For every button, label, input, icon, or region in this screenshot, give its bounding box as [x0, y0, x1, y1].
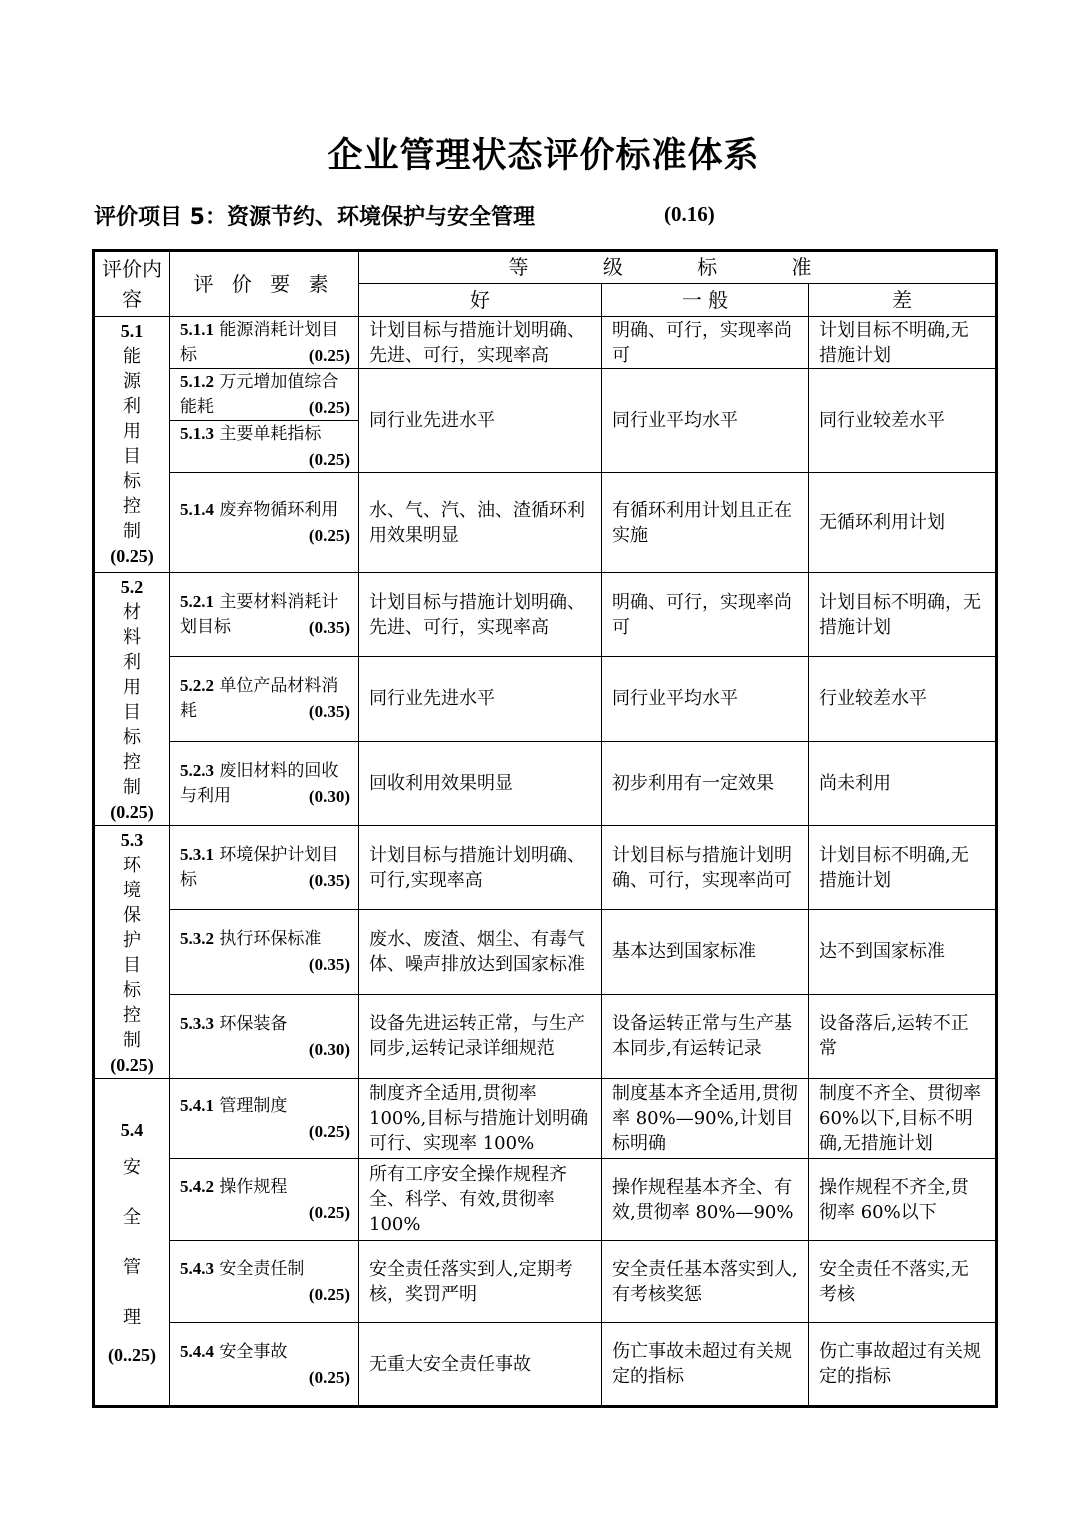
section-5-1: 5.1 能源利用目标控制 (0.25): [94, 317, 170, 573]
evaluation-item-weight: (0.16): [664, 202, 715, 226]
poor-5-4-1: 制度不齐全、贯彻率60%以下,目标不明确,无措施计划: [809, 1079, 997, 1159]
header-factors: 评 价 要 素: [170, 251, 359, 317]
good-5-4-3: 安全责任落实到人,定期考核，奖罚严明: [359, 1241, 602, 1323]
header-good: 好: [359, 284, 602, 317]
section-5-4: 5.4 安全管理 (0..25): [94, 1079, 170, 1407]
average-5-2-3: 初步利用有一定效果: [602, 741, 809, 825]
factor-5-2-1: 5.2.1 主要材料消耗计划目标 (0.35): [170, 573, 359, 657]
average-5-3-3: 设备运转正常与生产基本同步,有运转记录: [602, 994, 809, 1078]
average-5-3-2: 基本达到国家标准: [602, 910, 809, 994]
good-5-1-2: 同行业先进水平: [359, 369, 602, 473]
factor-5-4-1: 5.4.1 管理制度 (0.25): [170, 1079, 359, 1159]
header-levels: 等 级 标 准: [359, 251, 997, 284]
average-5-4-2: 操作规程基本齐全、有效,贯彻率 80%—90%: [602, 1159, 809, 1241]
poor-5-1-4: 无循环利用计划: [809, 473, 997, 573]
poor-5-1-1: 计划目标不明确,无措施计划: [809, 317, 997, 369]
average-5-4-3: 安全责任基本落实到人,有考核奖惩: [602, 1241, 809, 1323]
poor-5-1-2: 同行业较差水平: [809, 369, 997, 473]
good-5-1-4: 水、气、汽、油、渣循环利用效果明显: [359, 473, 602, 573]
poor-5-4-3: 安全责任不落实,无考核: [809, 1241, 997, 1323]
factor-5-2-2: 5.2.2 单位产品材料消耗 (0.35): [170, 657, 359, 741]
good-5-3-2: 废水、废渣、烟尘、有毒气体、噪声排放达到国家标准: [359, 910, 602, 994]
factor-5-1-1: 5.1.1 能源消耗计划目标 (0.25): [170, 317, 359, 369]
factor-5-2-3: 5.2.3 废旧材料的回收与利用 (0.30): [170, 741, 359, 825]
factor-5-1-3: 5.1.3 主要单耗指标 (0.25): [170, 421, 359, 473]
poor-5-3-2: 达不到国家标准: [809, 910, 997, 994]
factor-5-4-2: 5.4.2 操作规程 (0.25): [170, 1159, 359, 1241]
header-content: 评价内容: [94, 251, 170, 317]
page-title: 企业管理状态评价标准体系: [327, 136, 760, 176]
poor-5-2-1: 计划目标不明确，无措施计划: [809, 573, 997, 657]
section-5-2: 5.2 材料利用目标控制 (0.25): [94, 573, 170, 826]
factor-5-1-2: 5.1.2 万元增加值综合能耗 (0.25): [170, 369, 359, 421]
average-5-2-2: 同行业平均水平: [602, 657, 809, 741]
poor-5-2-2: 行业较差水平: [809, 657, 997, 741]
average-5-1-4: 有循环利用计划且正在实施: [602, 473, 809, 573]
good-5-2-3: 回收利用效果明显: [359, 741, 602, 825]
header-average: 一 般: [602, 284, 809, 317]
average-5-1-1: 明确、可行，实现率尚可: [602, 317, 809, 369]
poor-5-3-3: 设备落后,运转不正常: [809, 994, 997, 1078]
factor-5-3-3: 5.3.3 环保装备 (0.30): [170, 994, 359, 1078]
poor-5-4-4: 伤亡事故超过有关规定的指标: [809, 1323, 997, 1407]
header-poor: 差: [809, 284, 997, 317]
evaluation-table: [92, 249, 998, 1408]
factor-5-3-1: 5.3.1 环境保护计划目标 (0.35): [170, 826, 359, 910]
poor-5-3-1: 计划目标不明确,无措施计划: [809, 826, 997, 910]
average-5-2-1: 明确、可行，实现率尚可: [602, 573, 809, 657]
average-5-4-4: 伤亡事故未超过有关规定的指标: [602, 1323, 809, 1407]
factor-5-4-4: 5.4.4 安全事故 (0.25): [170, 1323, 359, 1407]
average-5-1-2: 同行业平均水平: [602, 369, 809, 473]
good-5-2-1: 计划目标与措施计划明确、先进、可行，实现率高: [359, 573, 602, 657]
poor-5-4-2: 操作规程不齐全,贯彻率 60%以下: [809, 1159, 997, 1241]
average-5-3-1: 计划目标与措施计划明确、可行，实现率尚可: [602, 826, 809, 910]
good-5-4-4: 无重大安全责任事故: [359, 1323, 602, 1407]
factor-5-4-3: 5.4.3 安全责任制 (0.25): [170, 1241, 359, 1323]
average-5-4-1: 制度基本齐全适用,贯彻率 80%—90%,计划目标明确: [602, 1079, 809, 1159]
evaluation-item-title: 评价项目 5：资源节约、环境保护与安全管理: [94, 205, 535, 230]
good-5-3-3: 设备先进运转正常，与生产同步,运转记录详细规范: [359, 994, 602, 1078]
good-5-4-1: 制度齐全适用,贯彻率100%,目标与措施计划明确可行、实现率 100%: [359, 1079, 602, 1159]
good-5-4-2: 所有工序安全操作规程齐全、科学、有效,贯彻率100%: [359, 1159, 602, 1241]
factor-5-3-2: 5.3.2 执行环保标准 (0.35): [170, 910, 359, 994]
good-5-3-1: 计划目标与措施计划明确、可行,实现率高: [359, 826, 602, 910]
section-5-3: 5.3 环境保护目标控制 (0.25): [94, 826, 170, 1079]
good-5-1-1: 计划目标与措施计划明确、先进、可行，实现率高: [359, 317, 602, 369]
factor-5-1-4: 5.1.4 废弃物循环利用 (0.25): [170, 473, 359, 573]
poor-5-2-3: 尚未利用: [809, 741, 997, 825]
good-5-2-2: 同行业先进水平: [359, 657, 602, 741]
